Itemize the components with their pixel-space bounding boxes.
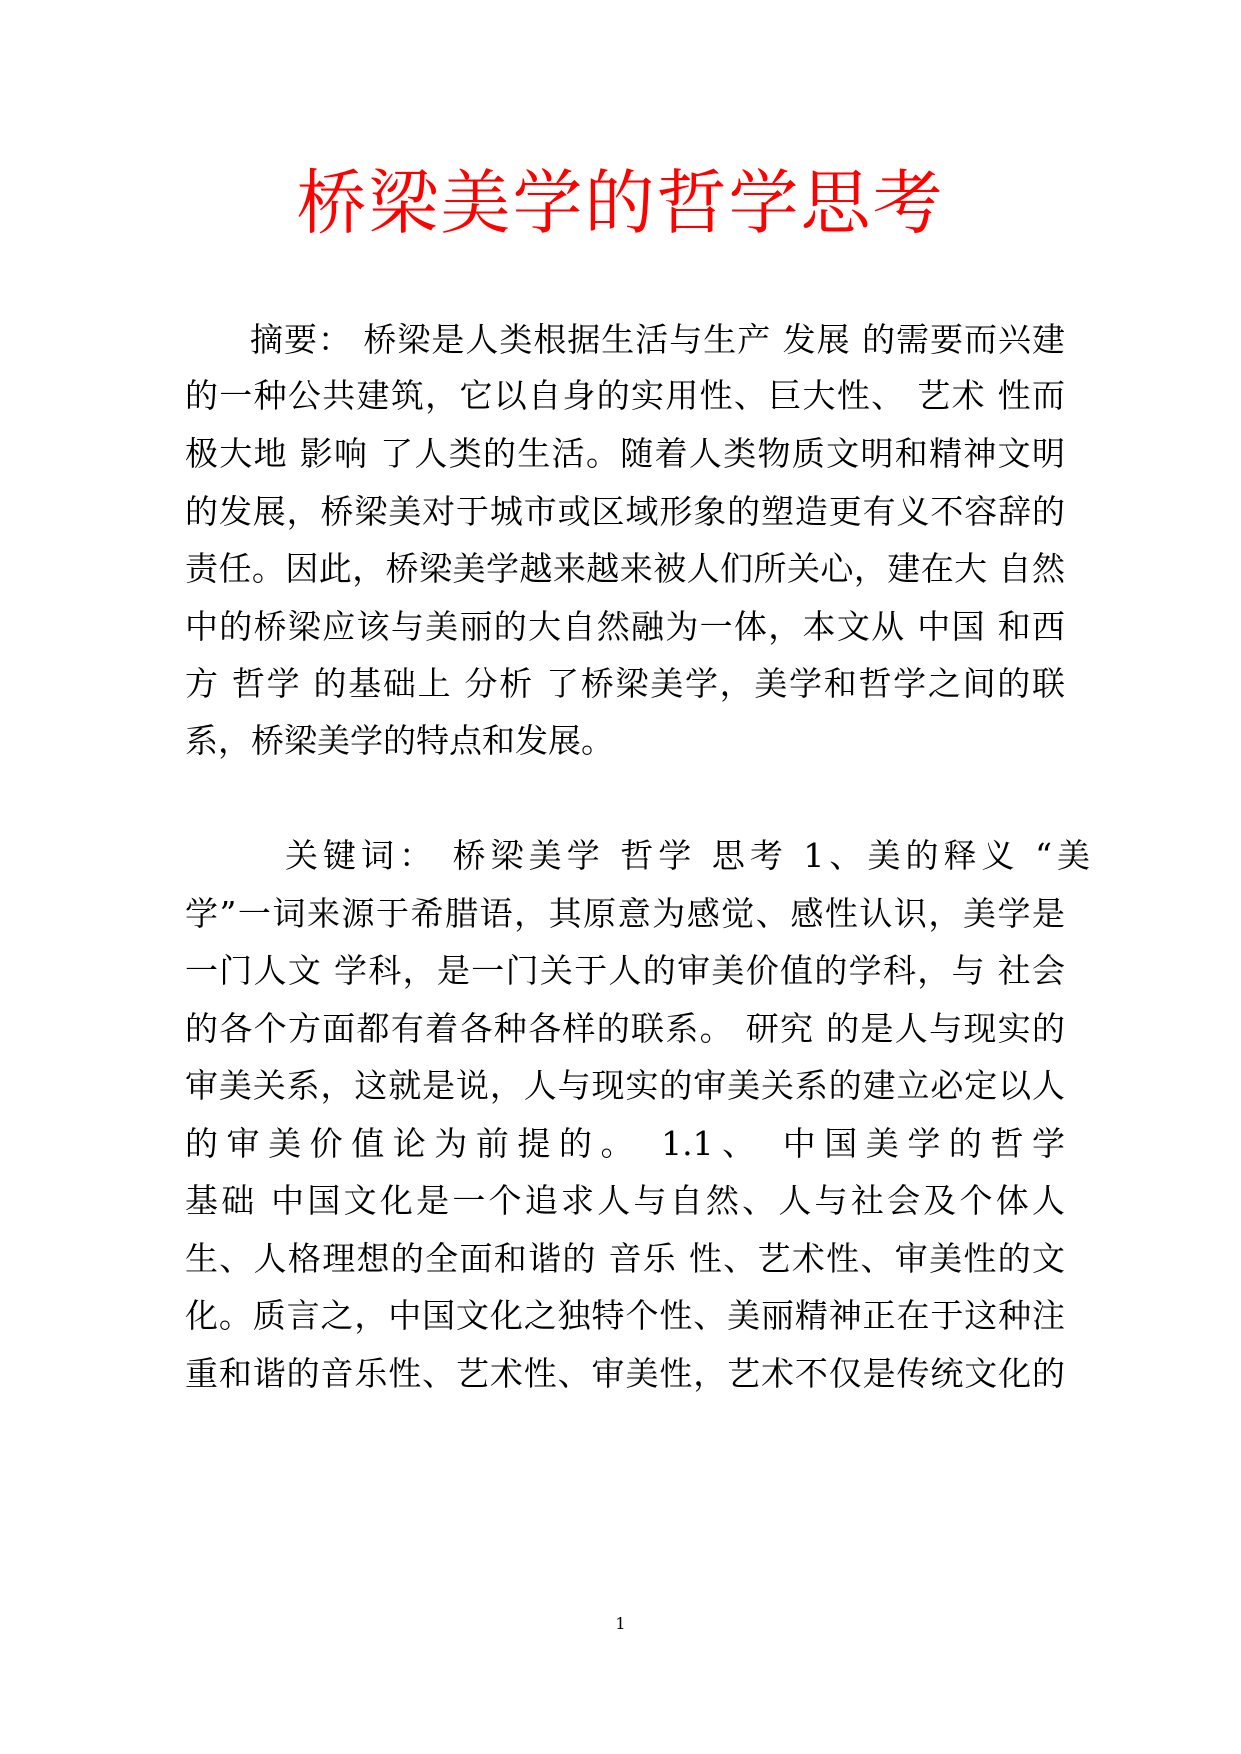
abstract-line: 责任。因此，桥梁美学越来越来被人们所关心，建在大 自然 <box>185 549 1065 588</box>
abstract-line: 中的桥梁应该与美丽的大自然融为一体，本文从 中国 和西 <box>185 607 1065 646</box>
body-line: 学”一词来源于希腊语，其原意为感觉、感性认识，美学是 <box>185 894 1065 933</box>
abstract-line: 的一种公共建筑，它以自身的实用性、巨大性、 艺术 性而 <box>185 376 1065 415</box>
body-line: 的各个方面都有着各种各样的联系。 研究 的是人与现实的 <box>185 1009 1065 1048</box>
page-number: 1 <box>615 1614 626 1633</box>
abstract-line: 方 哲学 的基础上 分析 了桥梁美学，美学和哲学之间的联 <box>185 664 1065 703</box>
body-line: 审美关系，这就是说，人与现实的审美关系的建立必定以人 <box>185 1066 1065 1105</box>
body-line: 一门人文 学科，是一门关于人的审美价值的学科，与 社会 <box>185 951 1065 990</box>
body-line: 重和谐的音乐性、艺术性、审美性，艺术不仅是传统文化的 <box>185 1354 1065 1393</box>
document-title: 桥梁美学的哲学思考 <box>296 162 945 244</box>
body-line: 基础 中国文化是一个追求人与自然、人与社会及个体人 <box>185 1181 1065 1220</box>
body-line: 化。质言之，中国文化之独特个性、美丽精神正在于这种注 <box>185 1296 1065 1335</box>
body-line: 生、人格理想的全面和谐的 音乐 性、艺术性、审美性的文 <box>185 1239 1065 1278</box>
body-line: 关键词： 桥梁美学 哲学 思考 1、美的释义 “美 <box>285 836 1090 875</box>
abstract-line: 的发展，桥梁美对于城市或区域形象的塑造更有义不容辞的 <box>185 492 1065 531</box>
abstract-line: 摘要： 桥梁是人类根据生活与生产 发展 的需要而兴建 <box>250 320 1065 359</box>
body-line: 的审美价值论为前提的。 1.1、 中国美学的哲学 <box>185 1124 1065 1163</box>
abstract-line: 系，桥梁美学的特点和发展。 <box>185 721 614 760</box>
abstract-line: 极大地 影响 了人类的生活。随着人类物质文明和精神文明 <box>185 434 1065 473</box>
